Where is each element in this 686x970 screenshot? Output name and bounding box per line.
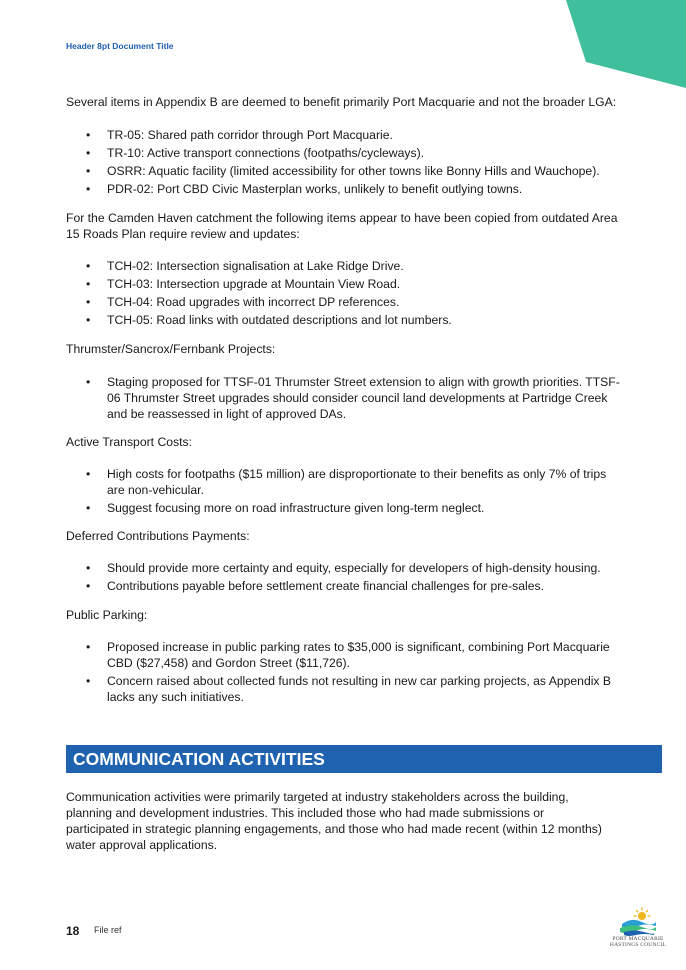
list-item: • TCH-02: Intersection signalisation at Lake Ridge Drive.	[66, 258, 626, 274]
council-logo	[608, 906, 668, 960]
list-item: • PDR-02: Port CBD Civic Masterplan works, unlikely to benefit outlying towns.	[66, 181, 626, 197]
list-item: • TR-05: Shared path corridor through Port Macquarie.	[66, 127, 626, 143]
list-item: • High costs for footpaths ($15 million) are disproportionate to their benefits as only 7% of trips are non-vehicular.	[66, 466, 626, 498]
page-number: 18	[66, 924, 80, 938]
camden-haven-paragraph: For the Camden Haven catchment the following items appear to have been copied from outdated Area 15 Roads Plan require review and updates:	[66, 211, 618, 241]
file-ref: File ref	[94, 925, 122, 935]
intro-paragraph: Several items in Appendix B are deemed to benefit primarily Port Macquarie and not the broader LGA:	[66, 95, 617, 109]
council-logo-icon	[618, 906, 658, 936]
deferred-contributions-paragraph: Deferred Contributions Payments:	[66, 529, 250, 543]
thrumster-paragraph: Thrumster/Sancrox/Fernbank Projects:	[66, 342, 276, 356]
section-heading: COMMUNICATION ACTIVITIES	[66, 745, 662, 773]
active-transport-paragraph: Active Transport Costs:	[66, 435, 192, 449]
list-item: • TR-10: Active transport connections (footpaths/cycleways).	[66, 145, 626, 161]
list-item: • Proposed increase in public parking rates to $35,000 is significant, combining Port Macquarie CBD ($27,458) and Gordon Street ($11,726).	[66, 639, 626, 671]
header-title: Header 8pt Document Title	[66, 41, 174, 51]
list-item: • Staging proposed for TTSF-01 Thrumster Street extension to align with growth priorities. TTSF-06 Thrumster Street upgrades should consider council land developments at Partridge Creek and be reassessed in light of approved DAs.	[66, 374, 626, 422]
active-transport-items-list	[66, 466, 626, 516]
main-content	[66, 94, 626, 707]
list-item: • TCH-05: Road links with outdated descriptions and lot numbers.	[66, 312, 626, 328]
corner-accent-shape	[566, 0, 686, 95]
public-parking-items-list	[66, 639, 626, 705]
thrumster-items-list	[66, 374, 626, 422]
list-item: • Should provide more certainty and equity, especially for developers of high-density housing.	[66, 560, 626, 576]
logo-text-line2: HASTINGS COUNCIL	[609, 942, 667, 948]
list-item: • TCH-03: Intersection upgrade at Mountain View Road.	[66, 276, 626, 292]
logo-text-line1: PORT MACQUARIE	[612, 936, 664, 942]
list-item: • OSRR: Aquatic facility (limited accessibility for other towns like Bonny Hills and Wauchope).	[66, 163, 626, 179]
deferred-contributions-items-list	[66, 560, 626, 594]
port-macquarie-items-list	[66, 127, 626, 197]
list-item: • Suggest focusing more on road infrastructure given long-term neglect.	[66, 500, 626, 516]
list-item: • TCH-04: Road upgrades with incorrect DP references.	[66, 294, 626, 310]
communication-paragraph: Communication activities were primarily targeted at industry stakeholders across the building, planning and development industries. This included those who had made submissions or participated in strategic planning engagements, and those who had made recent (within 12 months) water approval applications.	[66, 790, 602, 852]
list-item: • Concern raised about collected funds not resulting in new car parking projects, as Appendix B lacks any such initiatives.	[66, 673, 626, 705]
list-item: • Contributions payable before settlement create financial challenges for pre-sales.	[66, 578, 626, 594]
public-parking-paragraph: Public Parking:	[66, 608, 148, 622]
camden-haven-items-list	[66, 258, 626, 328]
